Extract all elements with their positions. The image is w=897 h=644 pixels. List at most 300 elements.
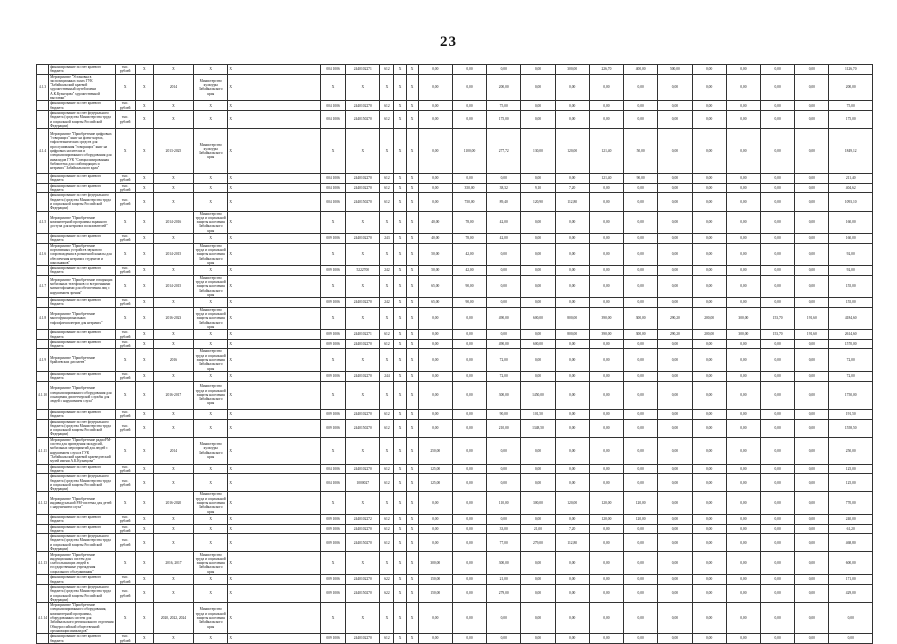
cell-total: 468,80	[829, 534, 873, 552]
cell-col-x-c: X	[394, 534, 406, 552]
cell-executor: X	[228, 129, 321, 174]
cell-unit: X	[115, 349, 135, 371]
cell-y2022: 0,00	[692, 174, 726, 184]
cell-unit: тыс. рублей	[115, 409, 135, 419]
cell-measure-name: финансирование за счет краевого бюджета	[49, 330, 115, 340]
cell-y2021: 0,00	[658, 371, 692, 381]
cell-y2020: 0,00	[624, 524, 658, 534]
cell-y2021: 0,00	[658, 193, 692, 211]
cell-col-x-a: X	[135, 193, 153, 211]
cell-row-number	[37, 110, 49, 128]
cell-y2020: 0,00	[624, 243, 658, 265]
cell-col-x-c: X	[394, 234, 406, 244]
cell-grbs: 004 1006	[320, 183, 345, 193]
cell-y2014: 150,00	[418, 575, 452, 585]
cell-csr: 2440102270	[346, 524, 380, 534]
cell-y2019: 0,00	[589, 575, 623, 585]
cell-col-x-b: 2016-2023	[153, 307, 193, 329]
cell-y2015: 0,00	[452, 371, 486, 381]
cell-y2022: 0,00	[692, 65, 726, 75]
cell-y2021: 0,00	[658, 603, 692, 634]
cell-y2020: 0,00	[624, 266, 658, 276]
cell-col-x-c: X	[394, 193, 406, 211]
cell-y2024: 0,00	[760, 464, 794, 474]
cell-row-number: 4.1.11	[37, 437, 49, 464]
cell-csr: 2440102270	[346, 464, 380, 474]
cell-y2023: 0,00	[726, 464, 760, 474]
cell-y2020: 0,00	[624, 101, 658, 111]
cell-y2023: 0,00	[726, 381, 760, 409]
cell-y2019: 0,00	[589, 339, 623, 349]
cell-period: Министерство труда и социальной защиты населения Забайкальского края	[194, 603, 228, 634]
cell-y2015: 0,00	[452, 65, 486, 75]
page-number: 23	[440, 34, 457, 50]
cell-total: 72,00	[829, 371, 873, 381]
cell-y2021: 0,00	[658, 419, 692, 437]
cell-executor: X	[228, 101, 321, 111]
cell-vr: X	[380, 552, 394, 575]
cell-vr: 612	[380, 524, 394, 534]
cell-executor: X	[228, 534, 321, 552]
cell-unit: тыс. рублей	[115, 110, 135, 128]
cell-period: X	[194, 193, 228, 211]
cell-y2019: 390,00	[589, 307, 623, 329]
cell-csr: 2440150270	[346, 584, 380, 602]
cell-y2023: 300,00	[726, 330, 760, 340]
cell-period: X	[194, 474, 228, 492]
cell-period: Министерство труда и социальной защиты населения Забайкальского края	[194, 275, 228, 297]
cell-col-x-c: X	[394, 349, 406, 371]
cell-y2016: 77,00	[487, 534, 521, 552]
cell-y2017: 0,00	[521, 266, 555, 276]
cell-y2024: 0,00	[760, 474, 794, 492]
cell-y2017: 0,00	[521, 101, 555, 111]
cell-col-x-b: X	[153, 514, 193, 524]
cell-y2019: 0,00	[589, 349, 623, 371]
cell-col-x-c: X	[394, 101, 406, 111]
cell-col-x-b: X	[153, 409, 193, 419]
cell-y2023: 0,00	[726, 193, 760, 211]
cell-vr: 612	[380, 464, 394, 474]
cell-grbs: 004 1006	[320, 174, 345, 184]
cell-total: 429,00	[829, 584, 873, 602]
cell-y2021: 500,00	[658, 65, 692, 75]
cell-y2015: 1100,00	[452, 129, 486, 174]
cell-col-x-d: X	[406, 464, 418, 474]
cell-total: 171,00	[829, 575, 873, 585]
cell-period: X	[194, 419, 228, 437]
cell-y2018: 7,20	[555, 183, 589, 193]
cell-y2017: 21,00	[521, 524, 555, 534]
cell-col-x-a: X	[135, 234, 153, 244]
cell-y2021: 0,00	[658, 174, 692, 184]
cell-total: 61,20	[829, 524, 873, 534]
cell-unit: X	[115, 552, 135, 575]
cell-row-number	[37, 634, 49, 644]
cell-y2020: 0,00	[624, 464, 658, 474]
cell-y2024: 0,00	[760, 183, 794, 193]
cell-col-x-c: X	[394, 275, 406, 297]
cell-grbs: X	[320, 275, 345, 297]
cell-y2022: 0,00	[692, 193, 726, 211]
cell-period: X	[194, 371, 228, 381]
cell-y2016: 0,00	[487, 474, 521, 492]
cell-y2023: 0,00	[726, 243, 760, 265]
cell-total: 4184,60	[829, 307, 873, 329]
cell-vr: 612	[380, 183, 394, 193]
cell-y2016: 490,00	[487, 339, 521, 349]
cell-row-number	[37, 101, 49, 111]
cell-grbs: 004 1006	[320, 464, 345, 474]
cell-y2015: 0,00	[452, 634, 486, 644]
cell-measure-name: финансирование за счет краевого бюджета	[49, 101, 115, 111]
cell-vr: 612	[380, 330, 394, 340]
cell-y2025: 0,00	[795, 298, 829, 308]
cell-y2023: 0,00	[726, 492, 760, 514]
cell-y2015: 750,00	[452, 193, 486, 211]
cell-col-x-c: X	[394, 330, 406, 340]
cell-period: Министерство культуры Забайкальского края	[194, 129, 228, 174]
cell-y2016: 0,00	[487, 603, 521, 634]
cell-y2018: 0,00	[555, 409, 589, 419]
cell-csr: X	[346, 74, 380, 101]
budget-table	[36, 64, 873, 644]
cell-period: X	[194, 464, 228, 474]
cell-unit: тыс. рублей	[115, 534, 135, 552]
cell-measure-name: финансирование за счет краевого бюджета	[49, 575, 115, 585]
cell-vr: X	[380, 492, 394, 514]
cell-y2021: 0,00	[658, 409, 692, 419]
table-row-funding	[37, 575, 873, 585]
cell-measure-name: финансирование за счет краевого бюджета	[49, 464, 115, 474]
cell-y2025: 0,00	[795, 603, 829, 634]
cell-y2021: 0,00	[658, 492, 692, 514]
cell-y2017: 600,00	[521, 307, 555, 329]
cell-col-x-b: X	[153, 524, 193, 534]
cell-y2022: 0,00	[692, 211, 726, 233]
cell-y2024: 0,00	[760, 524, 794, 534]
cell-y2022: 0,00	[692, 552, 726, 575]
cell-y2017: 0,00	[521, 514, 555, 524]
cell-grbs: 004 1006	[320, 474, 345, 492]
cell-y2021: 0,00	[658, 74, 692, 101]
table-row-measure	[37, 437, 873, 464]
cell-y2018: 300,00	[555, 65, 589, 75]
cell-col-x-b: 2014	[153, 74, 193, 101]
cell-col-x-a: X	[135, 603, 153, 634]
cell-y2023: 0,00	[726, 524, 760, 534]
cell-row-number: 4.1.3	[37, 74, 49, 101]
cell-y2025: 0,00	[795, 183, 829, 193]
cell-unit: тыс. рублей	[115, 584, 135, 602]
cell-col-x-b: 2014-2016	[153, 211, 193, 233]
cell-y2016: 38,32	[487, 183, 521, 193]
cell-y2025: 0,00	[795, 419, 829, 437]
cell-period: X	[194, 339, 228, 349]
cell-measure-name: финансирование за счет краевого бюджета	[49, 174, 115, 184]
cell-col-x-b: 2014-2015	[153, 275, 193, 297]
cell-col-x-c: X	[394, 371, 406, 381]
cell-csr: 2440102270	[346, 101, 380, 111]
cell-y2014: 0,00	[418, 534, 452, 552]
table-row-measure	[37, 492, 873, 514]
cell-y2020: 90,00	[624, 174, 658, 184]
cell-total: 404,62	[829, 183, 873, 193]
cell-csr: 2440102270	[346, 234, 380, 244]
cell-total: 160,00	[829, 211, 873, 233]
cell-period: Министерство труда и социальной защиты населения Забайкальского края	[194, 243, 228, 265]
cell-y2024: 0,00	[760, 552, 794, 575]
cell-vr: 242	[380, 298, 394, 308]
cell-y2019: 0,00	[589, 584, 623, 602]
cell-col-x-d: X	[406, 492, 418, 514]
cell-col-x-a: X	[135, 381, 153, 409]
cell-y2021: 0,00	[658, 266, 692, 276]
cell-y2020: 0,00	[624, 584, 658, 602]
cell-total: 175,00	[829, 110, 873, 128]
cell-y2025: 0,00	[795, 266, 829, 276]
cell-col-x-a: X	[135, 110, 153, 128]
cell-executor: X	[228, 174, 321, 184]
cell-col-x-b: 2016, 2017	[153, 552, 193, 575]
cell-total: 155,00	[829, 298, 873, 308]
cell-col-x-c: X	[394, 298, 406, 308]
cell-executor: X	[228, 266, 321, 276]
cell-executor: X	[228, 371, 321, 381]
cell-y2024: 0,00	[760, 339, 794, 349]
cell-measure-name: финансирование за счет федерального бюджета (средства Министерства труда и социальной защиты Российской Федерации)	[49, 474, 115, 492]
cell-unit: тыс. рублей	[115, 183, 135, 193]
cell-y2020: 0,00	[624, 339, 658, 349]
cell-col-x-b: X	[153, 584, 193, 602]
cell-col-x-d: X	[406, 534, 418, 552]
cell-y2017: 0,00	[521, 110, 555, 128]
table-row-funding	[37, 339, 873, 349]
cell-total: 72,00	[829, 349, 873, 371]
cell-row-number: 4.1.14	[37, 603, 49, 634]
cell-y2025: 0,00	[795, 552, 829, 575]
cell-y2015: 350,00	[452, 183, 486, 193]
cell-y2023: 0,00	[726, 101, 760, 111]
cell-total: 0,00	[829, 634, 873, 644]
cell-unit: тыс. рублей	[115, 266, 135, 276]
cell-y2015: 42,00	[452, 243, 486, 265]
cell-y2022: 0,00	[692, 514, 726, 524]
cell-y2015: 0,00	[452, 464, 486, 474]
cell-y2025: 0,00	[795, 575, 829, 585]
cell-y2014: 0,00	[418, 634, 452, 644]
cell-row-number: 4.1.12	[37, 492, 49, 514]
cell-vr: 612	[380, 409, 394, 419]
cell-csr: X	[346, 129, 380, 174]
cell-col-x-d: X	[406, 110, 418, 128]
cell-csr: X	[346, 492, 380, 514]
cell-col-x-b: X	[153, 266, 193, 276]
cell-csr: X	[346, 243, 380, 265]
cell-y2022: 0,00	[692, 266, 726, 276]
cell-y2015: 0,00	[452, 307, 486, 329]
cell-y2017: 279,00	[521, 534, 555, 552]
cell-y2020: 0,00	[624, 211, 658, 233]
cell-csr: X	[346, 381, 380, 409]
cell-row-number	[37, 474, 49, 492]
cell-row-number: 4.1.9	[37, 349, 49, 371]
cell-unit: X	[115, 243, 135, 265]
cell-y2017: 0,00	[521, 474, 555, 492]
cell-y2019: 0,00	[589, 275, 623, 297]
cell-y2023: 0,00	[726, 419, 760, 437]
cell-y2017: 0,00	[521, 65, 555, 75]
cell-grbs: X	[320, 381, 345, 409]
cell-row-number	[37, 266, 49, 276]
cell-y2014: 0,00	[418, 371, 452, 381]
cell-y2025: 0,00	[795, 101, 829, 111]
cell-col-x-b: X	[153, 234, 193, 244]
cell-y2014: 0,00	[418, 514, 452, 524]
cell-y2023: 0,00	[726, 65, 760, 75]
cell-col-x-a: X	[135, 437, 153, 464]
cell-row-number: 4.1.5	[37, 211, 49, 233]
cell-col-x-c: X	[394, 437, 406, 464]
cell-y2025: 0,00	[795, 193, 829, 211]
cell-unit: X	[115, 492, 135, 514]
cell-y2018: 120,00	[555, 129, 589, 174]
cell-y2024: 0,00	[760, 492, 794, 514]
cell-unit: X	[115, 381, 135, 409]
cell-y2020: 0,00	[624, 349, 658, 371]
cell-total: 125,00	[829, 464, 873, 474]
cell-unit: тыс. рублей	[115, 371, 135, 381]
table-row-measure	[37, 307, 873, 329]
cell-y2016: 0,00	[487, 634, 521, 644]
cell-col-x-b: X	[153, 183, 193, 193]
cell-total: 125,00	[829, 474, 873, 492]
cell-vr: 612	[380, 474, 394, 492]
cell-y2015: 0,00	[452, 437, 486, 464]
cell-vr: X	[380, 381, 394, 409]
cell-y2022: 0,00	[692, 419, 726, 437]
cell-col-x-d: X	[406, 275, 418, 297]
cell-total: 1849,12	[829, 129, 873, 174]
cell-y2024: 0,00	[760, 419, 794, 437]
cell-y2025: 0,00	[795, 437, 829, 464]
cell-col-x-a: X	[135, 371, 153, 381]
cell-col-x-c: X	[394, 474, 406, 492]
table-row-measure	[37, 349, 873, 371]
cell-col-x-d: X	[406, 575, 418, 585]
cell-unit: X	[115, 307, 135, 329]
cell-y2018: 0,00	[555, 339, 589, 349]
cell-total: 92,00	[829, 243, 873, 265]
cell-col-x-d: X	[406, 129, 418, 174]
cell-y2023: 0,00	[726, 183, 760, 193]
cell-y2018: 7,20	[555, 524, 589, 534]
cell-y2019: 0,00	[589, 298, 623, 308]
cell-y2025: 0,00	[795, 211, 829, 233]
table-row-funding	[37, 409, 873, 419]
cell-unit: тыс. рублей	[115, 339, 135, 349]
cell-unit: X	[115, 603, 135, 634]
cell-col-x-c: X	[394, 183, 406, 193]
cell-y2020: 120,00	[624, 492, 658, 514]
cell-unit: тыс. рублей	[115, 65, 135, 75]
cell-grbs: X	[320, 307, 345, 329]
cell-col-x-d: X	[406, 74, 418, 101]
cell-y2016: 89,40	[487, 193, 521, 211]
cell-y2020: 50,00	[624, 129, 658, 174]
cell-csr: X	[346, 349, 380, 371]
cell-total: 770,00	[829, 492, 873, 514]
cell-y2025: 0,00	[795, 129, 829, 174]
cell-csr: X	[346, 211, 380, 233]
cell-measure-name: Мероприятие "Приобретение радиоFM-систем для проведения экскурсий, мобильных мероприятий для людей с нарушением слуха в ГУК "Забайкальский краевой краеведческий музей имени А.К.Кузнецова"	[49, 437, 115, 464]
cell-y2020: 0,00	[624, 193, 658, 211]
cell-measure-name: финансирование за счет федерального бюджета (средства Министерства труда и социальной защиты Российской Федерации)	[49, 193, 115, 211]
cell-grbs: 004 1006	[320, 193, 345, 211]
cell-col-x-c: X	[394, 307, 406, 329]
cell-col-x-c: X	[394, 634, 406, 644]
cell-y2017: 0,00	[521, 330, 555, 340]
cell-y2021: 0,00	[658, 275, 692, 297]
cell-y2015: 0,00	[452, 492, 486, 514]
cell-y2015: 0,00	[452, 474, 486, 492]
cell-y2020: 0,00	[624, 409, 658, 419]
cell-col-x-a: X	[135, 243, 153, 265]
cell-executor: X	[228, 419, 321, 437]
cell-y2014: 0,00	[418, 524, 452, 534]
cell-y2016: 300,00	[487, 381, 521, 409]
cell-executor: X	[228, 193, 321, 211]
cell-measure-name: Мероприятие "Приобретение специализированного оборудования, компьютерной программы, оборудованных систем для Забайкальского регионального отделения Общероссийской общественной организации инвалидов"	[50, 603, 114, 633]
table-row-funding	[37, 174, 873, 184]
cell-period: X	[194, 234, 228, 244]
cell-y2018: 0,00	[555, 174, 589, 184]
cell-unit: X	[115, 211, 135, 233]
cell-y2018: 112,80	[555, 193, 589, 211]
cell-y2025: 0,00	[795, 174, 829, 184]
cell-y2016: 33,00	[487, 524, 521, 534]
cell-unit: тыс. рублей	[115, 474, 135, 492]
cell-measure-name: Мероприятие "Приобретение индукционных систем для слабослышащих людей в государственные учреждения социального обслуживания"	[49, 552, 115, 575]
cell-csr: 2440150270	[346, 193, 380, 211]
cell-y2018: 0,00	[555, 514, 589, 524]
cell-y2023: 0,00	[726, 514, 760, 524]
cell-y2015: 0,00	[452, 330, 486, 340]
cell-csr: 2440102270	[346, 174, 380, 184]
cell-col-x-b: 2020, 2022, 2024	[153, 603, 193, 634]
cell-csr: 2440102270	[346, 575, 380, 585]
cell-total: 0,00	[829, 603, 873, 634]
cell-executor: X	[228, 492, 321, 514]
cell-y2023: 0,00	[726, 275, 760, 297]
cell-y2025: 0,00	[795, 110, 829, 128]
cell-y2023: 0,00	[726, 174, 760, 184]
cell-grbs: X	[320, 349, 345, 371]
cell-total: 160,00	[829, 234, 873, 244]
cell-y2019: 0,00	[589, 409, 623, 419]
cell-total: 2614,60	[829, 330, 873, 340]
cell-executor: X	[228, 603, 321, 634]
cell-period: X	[194, 534, 228, 552]
table-row-funding	[37, 266, 873, 276]
cell-col-x-d: X	[406, 524, 418, 534]
cell-y2025: 0,00	[795, 514, 829, 524]
cell-y2018: 0,00	[555, 371, 589, 381]
cell-y2025: 0,00	[795, 349, 829, 371]
cell-y2025: 0,00	[795, 65, 829, 75]
cell-y2017: 0,00	[521, 464, 555, 474]
cell-col-x-c: X	[394, 464, 406, 474]
